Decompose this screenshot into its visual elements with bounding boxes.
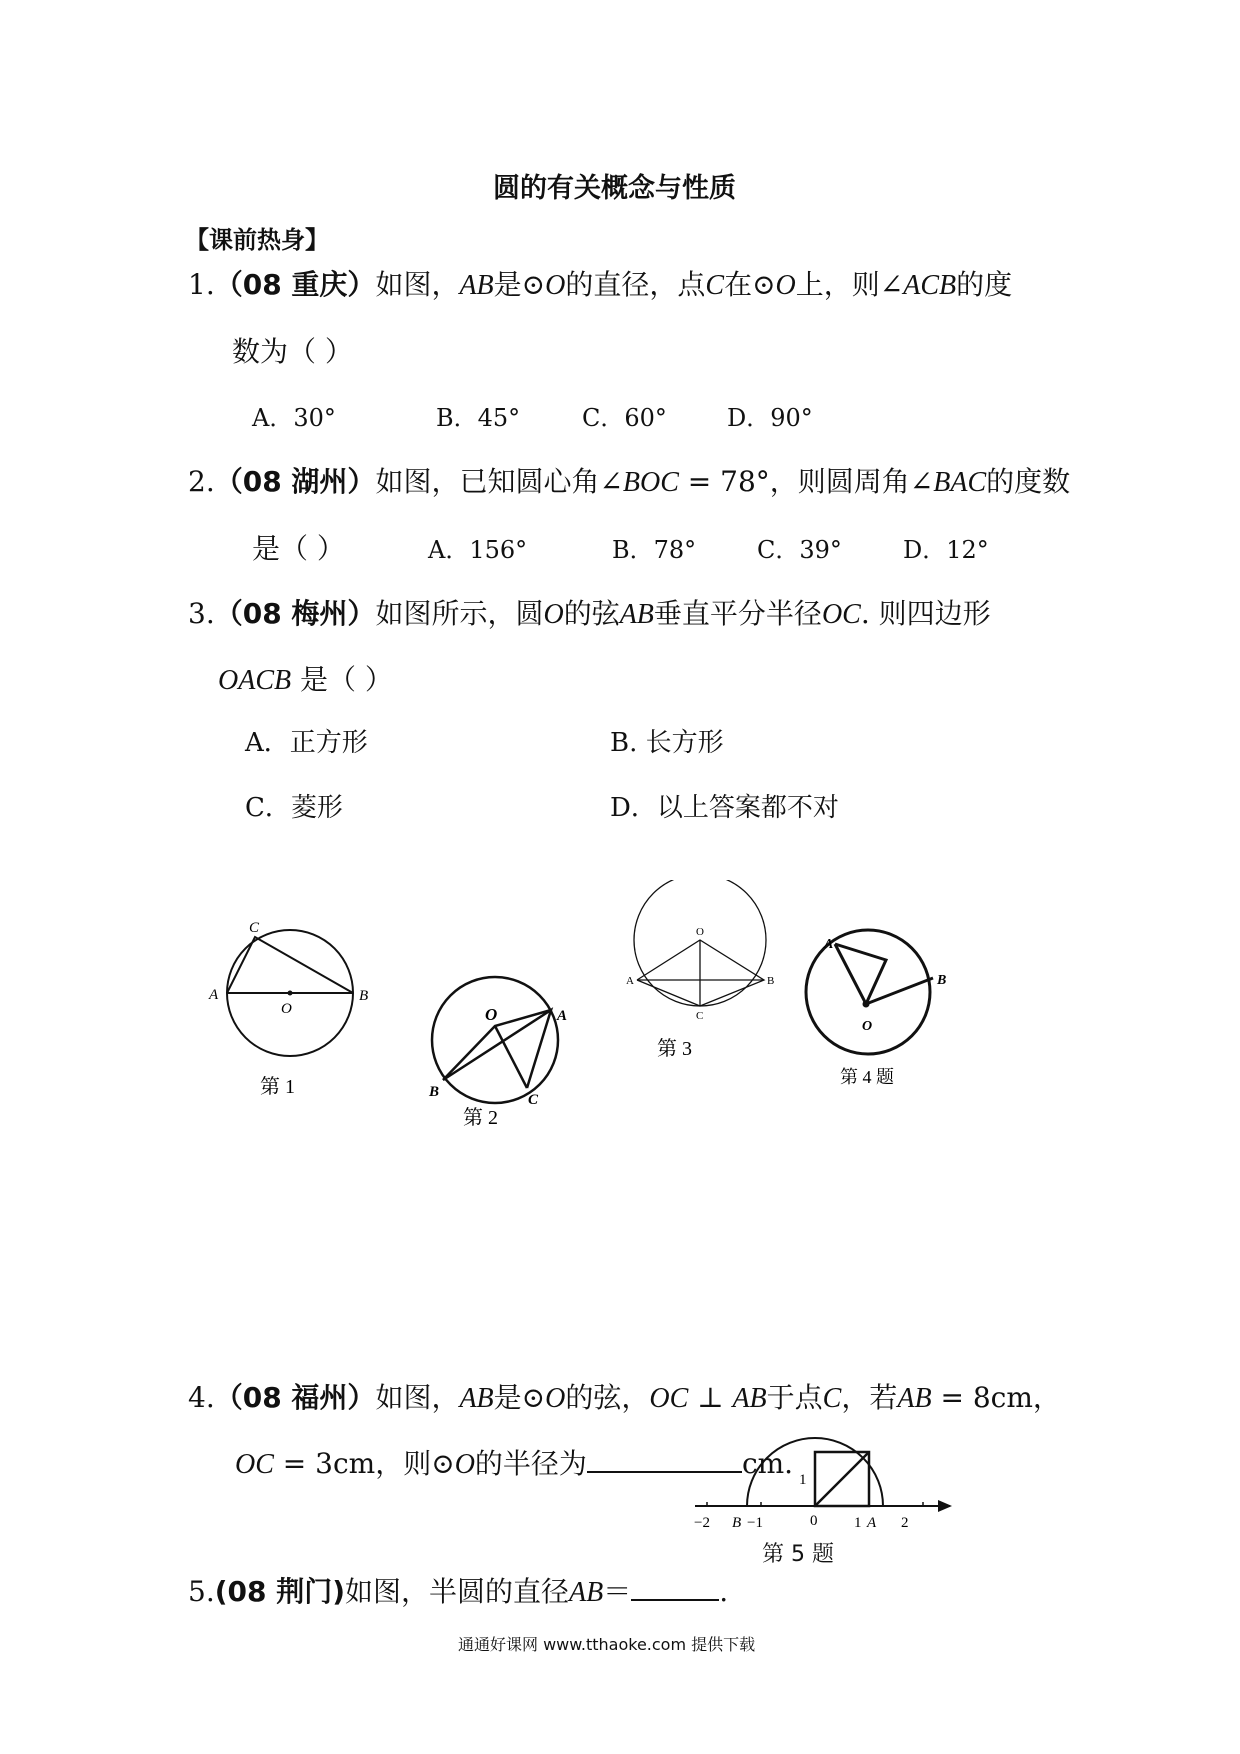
question-4-line-1 bbox=[188, 1376, 1061, 1416]
text: 上，则∠ bbox=[795, 268, 904, 301]
text: = 78°，则圆周角∠ bbox=[678, 465, 934, 498]
option-d: D．90° bbox=[727, 404, 813, 432]
text: 如图，半圆的直径 bbox=[345, 1575, 570, 1608]
text: 的直径，点 bbox=[565, 268, 706, 301]
tick-label: −2 bbox=[694, 1515, 710, 1531]
math-oacb: OACB bbox=[218, 665, 292, 696]
question-number: 3. bbox=[188, 597, 215, 630]
math-ab: AB bbox=[459, 1383, 494, 1414]
label-b: B bbox=[359, 988, 369, 1004]
text: . bbox=[719, 1575, 729, 1608]
label-o: O bbox=[862, 1019, 873, 1034]
figure-caption: 第 3 bbox=[657, 1038, 692, 1060]
question-2-line-2: 是（ ） bbox=[252, 532, 345, 565]
tick-label: 2 bbox=[901, 1515, 909, 1531]
option-c: C．39° bbox=[757, 536, 842, 564]
label-a: A bbox=[209, 987, 219, 1003]
label-a: A bbox=[557, 1008, 568, 1024]
option-d: D．12° bbox=[903, 536, 989, 564]
label-o: O bbox=[485, 1005, 498, 1024]
arrow-icon bbox=[938, 1500, 952, 1512]
question-number: 2. bbox=[188, 465, 215, 498]
math-oc: OC bbox=[649, 1383, 689, 1414]
figure-5 bbox=[690, 1425, 970, 1555]
math-ab: AB bbox=[569, 1577, 604, 1608]
math-c: C bbox=[705, 270, 725, 301]
label-c: C bbox=[249, 920, 260, 936]
math-ab: AB bbox=[459, 270, 494, 301]
math-o: O bbox=[545, 1383, 566, 1414]
text: 在⊙ bbox=[724, 268, 776, 301]
option-c: C．菱形 bbox=[245, 793, 343, 823]
math-ab: AB bbox=[619, 599, 654, 630]
figure-2 bbox=[415, 970, 575, 1130]
tick-label: 1 bbox=[854, 1515, 862, 1531]
question-number: 1. bbox=[188, 268, 215, 301]
text: 垂直平分半径 bbox=[653, 597, 822, 630]
tick-label-b: B bbox=[732, 1515, 742, 1531]
option-a: A．30° bbox=[252, 404, 336, 432]
question-source: （08 福州） bbox=[214, 1381, 376, 1414]
figure-caption: 第 1 bbox=[260, 1076, 295, 1098]
question-number: 5. bbox=[188, 1575, 215, 1608]
math-bac: BAC bbox=[933, 467, 987, 498]
section-heading: 【课前热身】 bbox=[185, 226, 329, 254]
math-oc: OC bbox=[821, 599, 861, 630]
question-5-line-1 bbox=[188, 1570, 728, 1610]
question-3-line-1 bbox=[188, 592, 991, 632]
question-source: （08 湖州） bbox=[214, 465, 376, 498]
math-oc: OC bbox=[235, 1449, 274, 1480]
text: ＝ bbox=[603, 1575, 632, 1608]
text: 于点 bbox=[766, 1381, 823, 1414]
tick-label: 0 bbox=[810, 1513, 818, 1529]
side-label: 1 bbox=[799, 1472, 807, 1488]
text: ⊥ bbox=[688, 1381, 733, 1414]
text: 如图， bbox=[375, 268, 460, 301]
question-source: (08 荆门) bbox=[214, 1575, 346, 1608]
figure-1 bbox=[205, 915, 375, 1105]
label-a: A bbox=[626, 975, 634, 987]
text: 是⊙ bbox=[493, 1381, 546, 1414]
tick-label-a: A bbox=[867, 1515, 877, 1531]
text: cm. bbox=[741, 1447, 794, 1480]
math-ab: AB bbox=[732, 1383, 767, 1414]
text: 如图，已知圆心角∠ bbox=[375, 465, 623, 498]
answer-blank[interactable] bbox=[631, 1599, 719, 1601]
label-o: O bbox=[696, 926, 704, 938]
option-d: D．以上答案都不对 bbox=[610, 793, 839, 823]
math-o: O bbox=[775, 270, 796, 301]
option-a: A．正方形 bbox=[245, 728, 368, 758]
label-b: B bbox=[767, 975, 775, 987]
text: 的弦 bbox=[563, 597, 620, 630]
math-acb: ACB bbox=[903, 270, 957, 301]
math-o: O bbox=[454, 1449, 475, 1480]
option-a: A．156° bbox=[428, 536, 528, 564]
text: = 8cm， bbox=[931, 1381, 1061, 1414]
question-source: （08 重庆） bbox=[214, 268, 376, 301]
page-footer: 通通好课网 www.tthaoke.com 提供下载 bbox=[458, 1635, 756, 1654]
math-o: O bbox=[543, 599, 564, 630]
text: 的度 bbox=[956, 268, 1013, 301]
text: 的弦， bbox=[565, 1381, 650, 1414]
figure-caption: 第 4 题 bbox=[840, 1067, 894, 1087]
label-b: B bbox=[429, 1084, 440, 1100]
question-source: （08 梅州） bbox=[214, 597, 376, 630]
label-a: A bbox=[824, 937, 834, 952]
figure-3 bbox=[615, 880, 785, 1070]
text: 是⊙ bbox=[493, 268, 546, 301]
text: 的半径为 bbox=[474, 1447, 587, 1480]
math-boc: BOC bbox=[622, 467, 679, 498]
text: = 3cm，则⊙ bbox=[273, 1447, 455, 1480]
question-2-line-1 bbox=[188, 460, 1070, 500]
label-c: C bbox=[528, 1092, 539, 1108]
option-b: B. 长方形 bbox=[610, 728, 724, 758]
text: 的度数 bbox=[986, 465, 1071, 498]
text: 如图， bbox=[375, 1381, 460, 1414]
label-o: O bbox=[281, 1001, 292, 1017]
question-1-line-1 bbox=[188, 263, 1012, 303]
question-3-line-2 bbox=[218, 658, 393, 698]
text: . 则四边形 bbox=[860, 597, 991, 630]
math-ab: AB bbox=[897, 1383, 932, 1414]
tick-label: −1 bbox=[747, 1515, 763, 1531]
figure-4 bbox=[800, 920, 970, 1090]
question-number: 4. bbox=[188, 1381, 215, 1414]
figure-caption: 第 2 bbox=[463, 1107, 498, 1129]
text: 是（ ） bbox=[291, 663, 393, 696]
question-1-line-2: 数为（ ） bbox=[232, 335, 353, 368]
text: ，若 bbox=[841, 1381, 898, 1414]
option-b: B．45° bbox=[436, 404, 521, 432]
text: 如图所示，圆 bbox=[375, 597, 544, 630]
option-b: B．78° bbox=[612, 536, 697, 564]
option-c: C．60° bbox=[582, 404, 667, 432]
figure-5-caption: 第 5 题 bbox=[762, 1542, 834, 1567]
math-o: O bbox=[545, 270, 566, 301]
page-title: 圆的有关概念与性质 bbox=[493, 173, 736, 204]
label-b: B bbox=[937, 973, 947, 988]
math-c: C bbox=[822, 1383, 842, 1414]
label-c: C bbox=[696, 1010, 704, 1022]
